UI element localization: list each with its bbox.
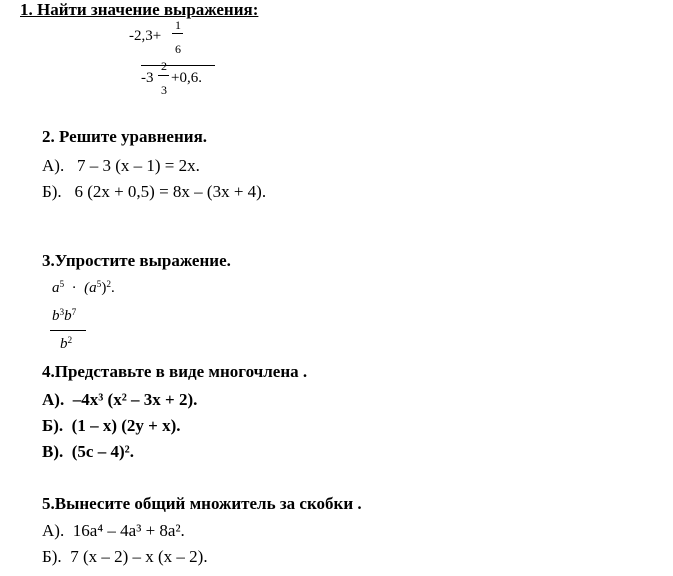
item-label: В). bbox=[42, 442, 64, 461]
exp: 2 bbox=[67, 335, 73, 346]
var-a: a bbox=[52, 280, 60, 296]
item-text: –4x³ (x² – 3x + 2). bbox=[72, 390, 198, 409]
task4-item-c bbox=[42, 442, 134, 462]
denominator-frac-den: 3 bbox=[161, 83, 167, 97]
var-b: b bbox=[64, 308, 72, 324]
task5-title: 5.Вынесите общий множитель за скобки . bbox=[42, 494, 362, 513]
denominator-tail: +0,6. bbox=[171, 70, 202, 86]
task1-title: 1. Найти значение выражения: bbox=[20, 0, 259, 19]
item-label: Б). bbox=[42, 182, 62, 201]
task2-item-a bbox=[42, 156, 200, 176]
exp: 3 bbox=[59, 307, 65, 318]
task3-title: 3.Упростите выражение. bbox=[42, 251, 231, 270]
item-label: А). bbox=[42, 521, 65, 540]
fraction-numerator bbox=[52, 308, 76, 325]
fraction-bar bbox=[50, 330, 86, 331]
denominator-lead: -3 bbox=[141, 70, 154, 86]
task4-item-a bbox=[42, 390, 197, 410]
task5-item-a bbox=[42, 521, 185, 541]
item-label: Б). bbox=[42, 547, 62, 566]
close-paren: ) bbox=[101, 280, 107, 296]
main-fraction-bar bbox=[141, 65, 215, 66]
dot: · bbox=[71, 280, 77, 296]
task2-title: 2. Решите уравнения. bbox=[42, 127, 208, 146]
item-text: (5c – 4)². bbox=[71, 442, 134, 461]
numerator-frac-den: 6 bbox=[175, 42, 181, 56]
fraction-denominator bbox=[60, 336, 72, 353]
task4-item-b bbox=[42, 416, 181, 436]
numerator-frac-num: 1 bbox=[175, 18, 181, 32]
item-label: Б). bbox=[42, 416, 64, 435]
task5-item-b bbox=[42, 547, 208, 567]
var-b: b bbox=[60, 336, 68, 352]
period: . bbox=[110, 280, 115, 296]
denominator-frac-num: 2 bbox=[161, 59, 167, 73]
paren-a: (a bbox=[84, 280, 97, 296]
item-label: А). bbox=[42, 390, 65, 409]
var-b: b bbox=[52, 308, 60, 324]
exp: 5 bbox=[59, 279, 65, 290]
item-text: 7 – 3 (x – 1) = 2x. bbox=[76, 156, 200, 175]
item-label: А). bbox=[42, 156, 65, 175]
denominator-frac-bar bbox=[158, 75, 169, 76]
item-text: 16a⁴ – 4a³ + 8a². bbox=[72, 521, 185, 540]
numerator-whole: -2,3+ bbox=[129, 28, 162, 44]
numerator-frac-bar bbox=[172, 33, 183, 34]
task4-title: 4.Представьте в виде многочлена . bbox=[42, 362, 308, 381]
exp: 2 bbox=[106, 279, 111, 290]
exp: 7 bbox=[71, 307, 77, 318]
item-text: 6 (2x + 0,5) = 8x – (3x + 4). bbox=[74, 182, 267, 201]
task2-item-b bbox=[42, 182, 266, 202]
item-text: (1 – x) (2y + x). bbox=[71, 416, 181, 435]
exp: 5 bbox=[96, 279, 102, 290]
task3-line1 bbox=[52, 280, 115, 297]
item-text: 7 (x – 2) – x (x – 2). bbox=[70, 547, 208, 566]
